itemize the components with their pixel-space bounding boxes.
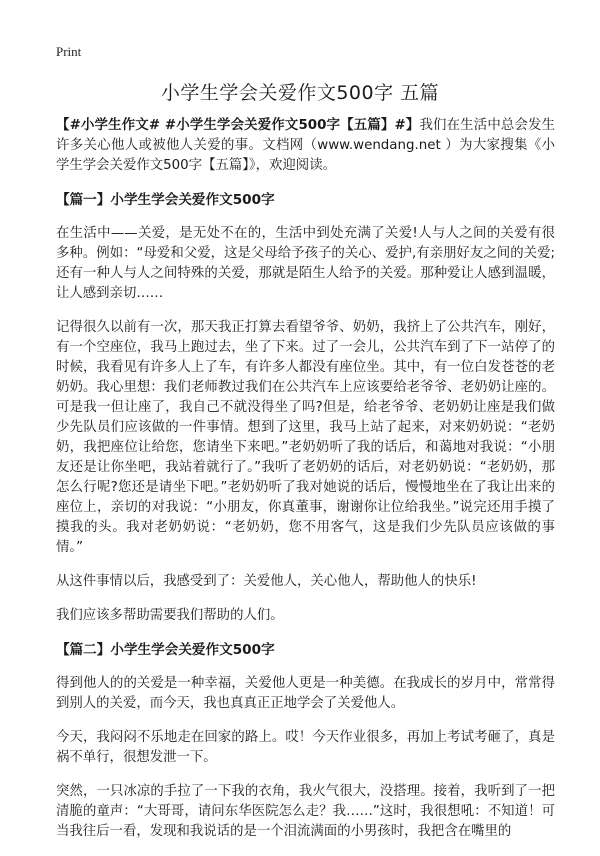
intro-paragraph [56, 116, 555, 176]
section-1-paragraph: 从这件事情以后，我感受到了：关爱他人，关心他人，帮助他人的快乐! [56, 574, 477, 589]
section-2-paragraph: 得到他人的的关爱是一种幸福，关爱他人更是一种美德。在我成长的岁月中，常常得到别人的关爱，而今天，我也真真正正地学会了关爱他人。 [56, 676, 555, 711]
intro-text: 我们在生活中总会发生许多关心他人或被他人关爱的事。文档网（www.wendang.net ）为大家搜集《小学生学会关爱作文500字【五篇】》，欢迎阅读。 [56, 118, 556, 173]
intro-tag: 【#小学生作文# #小学生学会关爱作文500字【五篇】#】 [56, 118, 420, 133]
section-heading-2: 【篇二】小学生学会关爱作文500字 [56, 642, 275, 658]
document-title: 小学生学会关爱作文500字 五篇 [160, 82, 440, 104]
section-1-paragraph: 在生活中——关爱，是无处不在的，生活中到处充满了关爱!人与人之间的关爱有很多种。例如：“母爱和父爱，这是父母给予孩子的关心、爱护,有亲朋好友之间的关爱;还有一种人与人之间特殊的关爱，那就是陌生人给予的关爱。那种爱让人感到温暖，让人感到亲切…… [56, 226, 555, 301]
section-1-paragraph: 我们应该多帮助需要我们帮助的人们。 [56, 608, 284, 623]
document-body [56, 116, 555, 856]
section-1-paragraph: 记得很久以前有一次，那天我正打算去看望爷爷、奶奶，我挤上了公共汽车，刚好，有一个空座位，我马上跑过去，坐了下来。过了一会儿，公共汽车到了下一站停了的时候，我看见有许多人上了车，有许多人都没有座位坐。其中，有一位白发苍苍的老奶奶。我心里想：我们老师教过我们在公共汽车上应该要给老爷爷、老奶奶让座的。可是我一但让座了，我自己不就没得坐了吗?但是，给老爷爷、老奶奶让座是我们做少先队员们应该做的一件事情。想到了这里，我马上站了起来，对来奶奶说：“老奶奶，我把座位让给您，您请坐下来吧。”老奶奶听了我的话后，和蔼地对我说：“小朋友还是让你坐吧，我站着就行了。”我听了老奶奶的话后，对老奶奶说：“老奶奶，那怎么行呢?您还是请坐下吧。”老奶奶听了我对她说的话后，慢慢地坐在了我让出来的座位上，亲切的对我说：“小朋友，你真董事，谢谢你让位给我坐。”说完还用手摸了摸我的头。我对老奶奶说：“老奶奶，您不用客气，这是我们少先队员应该做的事情。” [56, 320, 555, 555]
section-heading-1: 【篇一】小学生学会关爱作文500字 [56, 192, 275, 208]
print-link[interactable]: Print [56, 44, 82, 59]
section-2-paragraph: 今天，我闷闷不乐地走在回家的路上。哎！今天作业很多，再加上考试考砸了，真是祸不单行，很想发泄一下。 [56, 730, 555, 765]
section-2-paragraph: 突然，一只冰凉的手拉了一下我的衣角，我火气很大，没搭理。接着，我听到了一把清脆的童声：“大哥哥，请问东华医院怎么走？我……”这时，我很想吼：不知道！可当我往后一看，发现和我说话的是一个泪流满面的小男孩时，我把含在嘴里的 [56, 784, 555, 839]
